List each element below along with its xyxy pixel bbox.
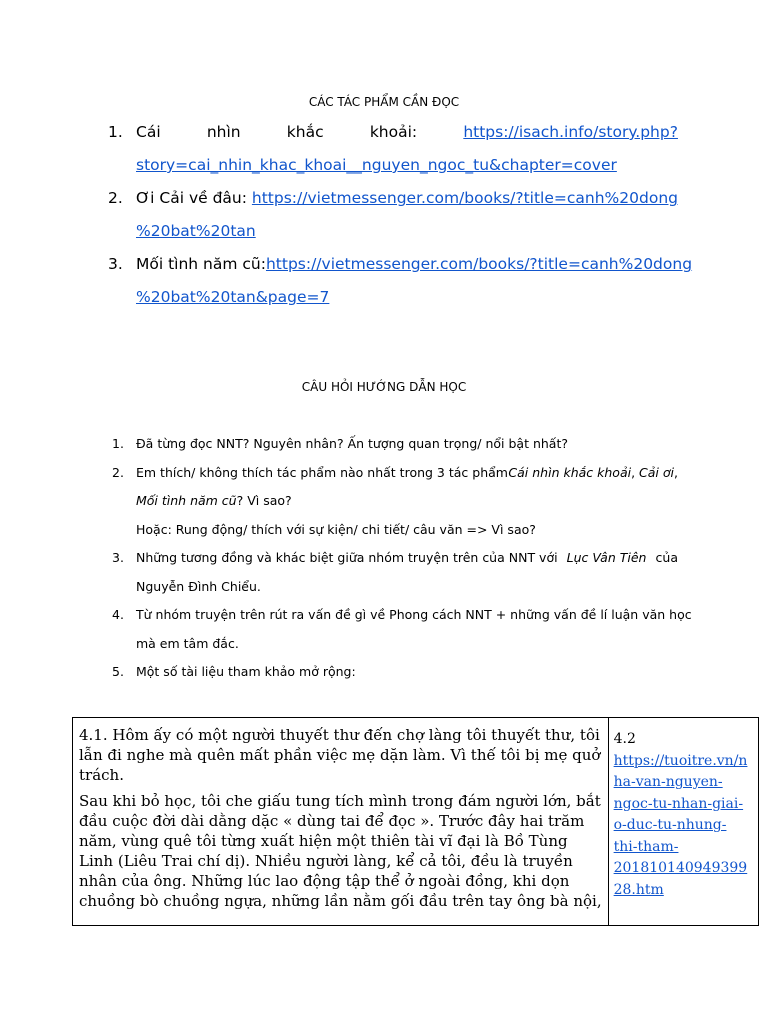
work-title-word: về [188, 189, 208, 207]
list-number: 1. [112, 436, 124, 451]
reading-item-1 [108, 116, 678, 182]
work-title-italic: Cải ơi [639, 464, 675, 480]
excerpt-line: trách. [79, 766, 124, 784]
list-number: 4. [112, 607, 124, 622]
work-title-word: khoải: [369, 123, 418, 141]
reference-link[interactable]: 201810140949399 [613, 860, 748, 876]
list-number: 2. [108, 189, 123, 207]
question-text-alt: Hoặc: Rung động/ thích với sự kiện/ chi tiết/ câu văn => Vì sao? [136, 521, 536, 537]
work-title-italic: Lục Vân Tiên [566, 550, 647, 565]
work-title-word: nhìn [206, 123, 241, 141]
reference-link[interactable]: ngoc-tu-nhan-giai- [613, 795, 744, 812]
reference-label: 4.2 [613, 731, 636, 747]
reference-link[interactable]: https://tuoitre.vn/n [613, 752, 748, 769]
reading-list [108, 116, 693, 314]
excerpt-line: đầu cuộc đời dài dằng dặc « dùng tai để đọc ». Trước đây hai trăm [79, 812, 585, 830]
reference-table [72, 717, 759, 926]
question-text: ? Vì sao? [236, 493, 292, 508]
separator: , [674, 464, 678, 480]
question-text: Nguyễn Đình Chiểu. [136, 578, 261, 594]
reference-link[interactable]: o-duc-tu-nhung- [613, 817, 727, 833]
work-link-3-cont[interactable]: %20bat%20tan&page=7 [136, 288, 330, 306]
excerpt-line: nhân của ông. Những lúc lao động tập thể ở ngoài đồng, khi dọn [79, 872, 570, 890]
question-text: mà em tâm đắc. [136, 635, 239, 651]
work-title-word: Ơi [136, 189, 155, 207]
list-number: 2. [112, 464, 124, 480]
question-5 [112, 658, 678, 687]
reading-item-2 [108, 182, 678, 248]
question-2 [112, 459, 678, 545]
work-title-word: khắc [286, 123, 324, 141]
question-text: Từ nhóm truyện trên rút ra vấn đề gì về Phong cách NNT + những vấn đề lí luận văn học [136, 607, 692, 622]
list-number: 1. [108, 123, 123, 141]
work-link-2-cont[interactable]: %20bat%20tan [136, 222, 256, 240]
reference-link-cell [608, 718, 758, 926]
reading-item-3 [108, 248, 693, 314]
work-title-word: đâu: [212, 189, 247, 207]
reference-link[interactable]: thi-tham- [613, 838, 679, 855]
question-text: Những tương đồng và khác biệt giữa nhóm truyện trên của NNT với [136, 550, 558, 565]
question-text: Đã từng đọc NNT? Nguyên nhân? Ấn tượng quan trọng/ nổi bật nhất? [136, 436, 568, 451]
list-number: 3. [112, 550, 124, 565]
section-title-reading-list: CÁC TÁC PHẨM CẦN ĐỌC [308, 95, 460, 109]
separator: , [631, 464, 636, 480]
work-link-3[interactable]: https://vietmessenger.com/books/?title=canh%20dong [265, 255, 693, 273]
question-list [112, 430, 692, 687]
excerpt-line: Sau khi bỏ học, tôi che giấu tung tích mình trong đám người lớn, bắt [79, 792, 601, 810]
work-title-word: Cái [136, 123, 161, 141]
excerpt-line: chuồng bò chuồng ngựa, những lần nằm gối đầu trên tay ông bà nội, [79, 892, 602, 910]
reference-link[interactable]: 28.htm [613, 881, 664, 898]
question-text: Một số tài liệu tham khảo mở rộng: [136, 664, 356, 679]
section-title-study-questions: CÂU HỎI HƯỚNG DẪN HỌC [301, 380, 467, 394]
work-link-1[interactable]: https://isach.info/story.php? [463, 123, 678, 141]
list-number: 5. [112, 664, 124, 679]
excerpt-line: Linh (Liêu Trai chí dị). Nhiều người làng, kể cả tôi, đều là truyền [79, 852, 573, 870]
work-title-italic: Mối tình năm cũ [136, 493, 237, 508]
excerpt-line: 4.1. Hôm ấy có một người thuyết thư đến chợ làng tôi thuyết thư, tôi [79, 726, 600, 744]
question-text: của [655, 550, 678, 565]
work-title-italic: Cái nhìn khắc khoải [508, 464, 632, 480]
reference-link[interactable]: ha-van-nguyen- [613, 774, 723, 790]
question-3 [112, 544, 678, 601]
question-1 [112, 430, 678, 459]
excerpt-line: năm, vùng quê tôi từng xuất hiện một thiên tài vĩ đại là Bồ Tùng [79, 832, 568, 850]
question-text: Em thích/ không thích tác phẩm nào nhất trong 3 tác phẩm [136, 464, 508, 480]
work-title-word: Cải [159, 189, 185, 207]
excerpt-cell [73, 718, 609, 926]
work-title: Mối tình năm cũ: [136, 255, 266, 273]
question-4 [112, 601, 692, 658]
work-link-1-cont[interactable]: story=cai_nhin_khac_khoai__nguyen_ngoc_tu&chapter=cover [136, 156, 617, 174]
work-link-2[interactable]: https://vietmessenger.com/books/?title=canh%20dong [251, 189, 678, 207]
list-number: 3. [108, 255, 123, 273]
excerpt-line: lẫn đi nghe mà quên mất phần việc mẹ dặn làm. Vì thế tôi bị mẹ quở [79, 746, 601, 764]
